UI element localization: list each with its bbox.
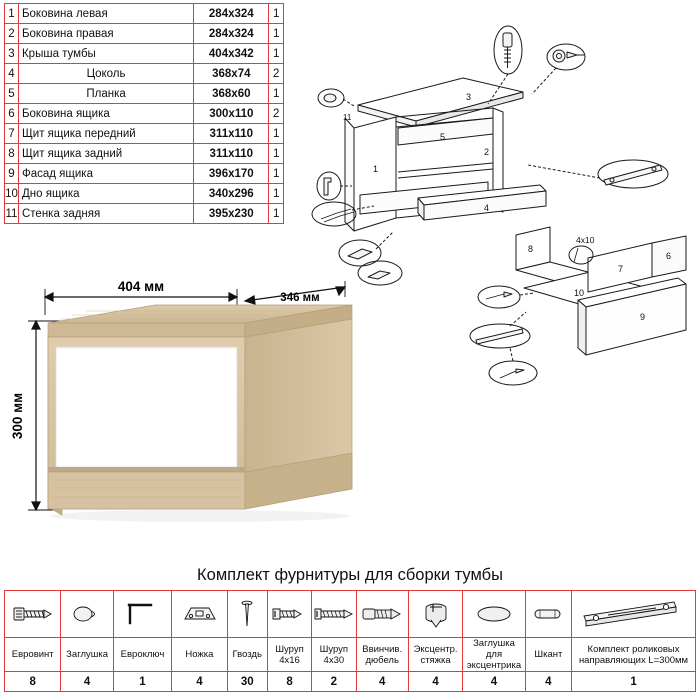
part-no: 10 <box>5 184 19 204</box>
part-name: Боковина левая <box>18 4 193 24</box>
callout-2: 2 <box>484 147 490 157</box>
hardware-qty: 4 <box>61 672 113 692</box>
nail-icon <box>227 591 267 638</box>
hardware-section-title: Комплект фурнитуры для сборки тумбы <box>197 566 503 584</box>
hardware-label: Евроключ <box>113 638 171 672</box>
table-row <box>5 204 284 224</box>
hardware-table <box>4 590 696 692</box>
part-qty: 1 <box>269 124 284 144</box>
hardware-qty: 4 <box>463 672 525 692</box>
depth-dimension-label: 346 мм <box>280 292 320 304</box>
part-qty: 1 <box>269 4 284 24</box>
part-qty: 1 <box>269 204 284 224</box>
hardware-label: Ножка <box>172 638 227 672</box>
part-qty: 1 <box>269 144 284 164</box>
hardware-qty: 4 <box>525 672 571 692</box>
hardware-label: Евровинт <box>5 638 61 672</box>
table-row <box>5 4 284 24</box>
euro-screw-icon <box>5 591 61 638</box>
part-dim: 284х324 <box>194 4 269 24</box>
callout-1: 1 <box>373 164 379 174</box>
drawer-slide-icon <box>572 591 696 638</box>
hardware-label: Шуруп 4х30 <box>312 638 356 672</box>
parts-table <box>4 3 284 224</box>
part-no: 3 <box>5 44 19 64</box>
part-qty: 2 <box>269 64 284 84</box>
label-4x10: 4х10 <box>576 235 595 245</box>
table-row <box>5 44 284 64</box>
hardware-qty: 1 <box>113 672 171 692</box>
part-name: Дно ящика <box>18 184 193 204</box>
hardware-qty: 4 <box>408 672 462 692</box>
part-name: Цоколь <box>18 64 193 84</box>
part-name: Щит ящика задний <box>18 144 193 164</box>
screw-4x16-icon <box>267 591 311 638</box>
part-qty: 1 <box>269 84 284 104</box>
hardware-label: Шуруп 4х16 <box>267 638 311 672</box>
part-no: 6 <box>5 104 19 124</box>
hardware-label: Заглушка для эксцентрика <box>463 638 525 672</box>
part-qty: 1 <box>269 164 284 184</box>
hardware-qty: 4 <box>356 672 408 692</box>
hardware-qty: 1 <box>572 672 696 692</box>
hardware-label: Ввинчив. дюбель <box>356 638 408 672</box>
hardware-qty: 8 <box>267 672 311 692</box>
part-no: 11 <box>5 204 19 224</box>
part-dim: 395х230 <box>194 204 269 224</box>
part-no: 8 <box>5 144 19 164</box>
part-qty: 1 <box>269 184 284 204</box>
callout-8: 8 <box>528 244 534 254</box>
part-name: Стенка задняя <box>18 204 193 224</box>
part-name: Планка <box>18 84 193 104</box>
callout-11: 11 <box>343 113 352 122</box>
allen-key-icon <box>113 591 171 638</box>
foot-icon <box>172 591 227 638</box>
dowel-icon <box>356 591 408 638</box>
callout-10: 10 <box>574 288 585 298</box>
part-qty: 2 <box>269 104 284 124</box>
part-no: 5 <box>5 84 19 104</box>
part-dim: 340х296 <box>194 184 269 204</box>
callout-4b: 4 <box>484 203 490 213</box>
part-no: 1 <box>5 4 19 24</box>
part-dim: 404х342 <box>194 44 269 64</box>
screw-4x30-icon <box>312 591 356 638</box>
part-qty: 1 <box>269 24 284 44</box>
table-row <box>5 64 284 84</box>
part-dim: 396х170 <box>194 164 269 184</box>
table-row <box>5 84 284 104</box>
callout-9: 9 <box>640 312 646 322</box>
parts-table-body <box>5 4 284 224</box>
callout-6b: 6 <box>666 251 672 261</box>
part-no: 2 <box>5 24 19 44</box>
part-dim: 284х324 <box>194 24 269 44</box>
part-name: Щит ящика передний <box>18 124 193 144</box>
part-dim: 368х74 <box>194 64 269 84</box>
part-name: Боковина ящика <box>18 104 193 124</box>
hardware-label: Заглушка <box>61 638 113 672</box>
part-no: 4 <box>5 64 19 84</box>
table-row <box>5 164 284 184</box>
hardware-label: Комплект роликовых направляющих L=300мм <box>572 638 696 672</box>
part-no: 9 <box>5 164 19 184</box>
callout-7: 7 <box>618 264 624 274</box>
callout-3: 3 <box>466 92 472 102</box>
cam-lock-icon <box>408 591 462 638</box>
part-name: Боковина правая <box>18 24 193 44</box>
part-name: Крыша тумбы <box>18 44 193 64</box>
width-dimension-label: 404 мм <box>117 279 165 294</box>
hardware-qty: 30 <box>227 672 267 692</box>
table-row <box>5 24 284 44</box>
part-dim: 311х110 <box>194 144 269 164</box>
callout-5: 5 <box>440 132 446 142</box>
table-row <box>5 124 284 144</box>
cam-cap-icon <box>463 591 525 638</box>
table-row <box>5 144 284 164</box>
hardware-qty: 8 <box>5 672 61 692</box>
part-no: 7 <box>5 124 19 144</box>
hardware-label: Шкант <box>525 638 571 672</box>
hardware-qty: 4 <box>172 672 227 692</box>
cap-icon <box>61 591 113 638</box>
hardware-label: Эксцентр. стяжка <box>408 638 462 672</box>
table-row <box>5 184 284 204</box>
hardware-qty: 2 <box>312 672 356 692</box>
wood-dowel-icon <box>525 591 571 638</box>
table-row <box>5 104 284 124</box>
part-dim: 368х60 <box>194 84 269 104</box>
dimensioned-product-view <box>0 275 400 560</box>
height-dimension-label: 300 мм <box>10 392 25 440</box>
part-dim: 300х110 <box>194 104 269 124</box>
part-name: Фасад ящика <box>18 164 193 184</box>
hardware-label: Гвоздь <box>227 638 267 672</box>
part-dim: 311х110 <box>194 124 269 144</box>
part-qty: 1 <box>269 44 284 64</box>
